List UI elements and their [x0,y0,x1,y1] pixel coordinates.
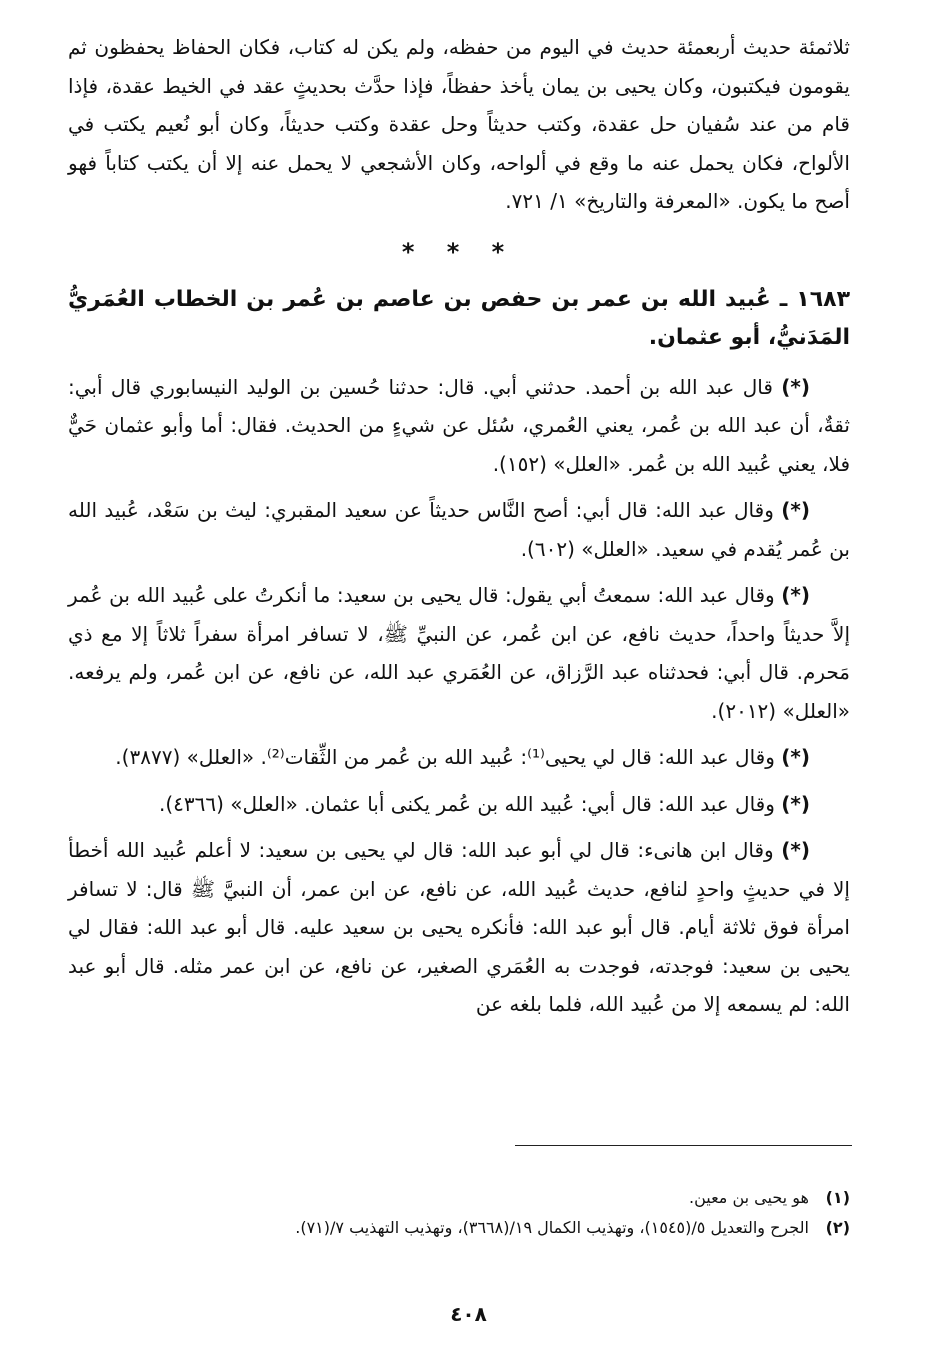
footnote-text: هو يحيى بن معين. [688,1188,809,1207]
narration-text: وقال عبد الله: قال لي يحيى⁽¹⁾: عُبيد الله بن عُمر من الثِّقات⁽²⁾. «العلل» (٣٨٧٧). [115,745,775,769]
footnote-text: الجرح والتعديل ٥/(١٥٤٥)، وتهذيب الكمال ١٩/(٣٦٦٨)، وتهذيب التهذيب ٧/(٧١). [295,1218,809,1237]
intro-paragraph: ثلاثمئة حديث أربعمئة حديث في اليوم من حفظه، ولم يكن له كتاب، فكان الحفاظ يحفظون ثم يقومون فيكتبون، وكان يحيى بن يمان يأخذ حفظاً، فإذا حدَّث بحديثٍ عقد في الخيط عقدة، فإذا قام من عند سُفيان حل عقدة، وكتب حديثاً وحل عقدة وكتب حديثاً، وكان أبو نُعيم يكتب في الألواح، فكان يحمل عنه ما وقع في ألواحه، وكان الأشجعي لا يحمل عنه إلا أن يكتب كتاباً فهو أصح ما يكون. «المعرفة والتاريخ» ١/ ٧٢١. [68,35,850,213]
page-body [68,28,850,1024]
narration-text: وقال عبد الله: قال أبي: عُبيد الله بن عُمر يكنى أبا عثمان. «العلل» (٤٣٦٦). [158,791,775,816]
narration-entry-4 [68,738,850,777]
narration-entry-5 [68,785,850,824]
asterisk-marker: (*) [781,791,810,816]
page-number: ٤٠٨ [450,1302,487,1326]
narration-entry-3 [68,576,850,730]
narration-text: وقال عبد الله: قال أبي: أصح النَّاس حديثاً عن سعيد المقبري: ليث بن سَعْد، عُبيد الله بن عُمر يُقدم في سعيد. «العلل» (٦٠٢). [68,498,850,561]
narration-entry-6 [68,831,850,1024]
narration-entry-2 [68,491,850,568]
footnote-separator [515,1145,852,1146]
narration-text: قال عبد الله بن أحمد. حدثني أبي. قال: حدثنا حُسين بن الوليد النيسابوري قال أبي: ثقةٌ، أن عبد الله بن عُمر، يعني العُمري، سُئل عن شيءٍ من الحديث. فقال: أما وأبو عثمان حَيٌّ فلا، يعني عُبيد الله بن عُمر. «العلل» (١٥٢). [68,374,850,476]
section-separator-stars: * * * [401,237,517,266]
footnotes [68,1183,850,1243]
asterisk-marker: (*) [781,838,810,862]
asterisk-marker: (*) [781,745,810,769]
asterisk-marker: (*) [781,374,810,399]
footnote-2 [68,1213,850,1243]
narration-text: وقال ابن هانىء: قال لي أبو عبد الله: قال لي يحيى بن سعيد: لا أعلم عُبيد الله أخطأ إلا في حديثٍ واحدٍ لنافع، حديث عُبيد الله، عن نافع، عن ابن عمر، أن النبيَّ ﷺ قال: لا تسافر امرأة فوق ثلاثة أيام. قال أبو عبد الله: فأنكره يحيى بن سعيد عليه. قال أبو عبد الله: فقال لي يحيى بن سعيد: فوجدته، فوجدت به العُمَري الصغير، عن نافع، عن ابن عمر مثله. قال أبو عبد الله: لم يسمعه إلا من عُبيد الله، فلما بلغه عن [68,838,850,1016]
footnote-number: (٢) [825,1218,850,1237]
narration-entry-1 [68,368,850,484]
asterisk-marker: (*) [781,498,810,522]
footnote-1 [68,1183,850,1213]
entry-heading: ١٦٨٣ ـ عُبيد الله بن عمر بن حفص بن عاصم بن عُمر بن الخطاب العُمَريُّ المَدَنيُّ، أبو عثمان. [68,286,850,350]
footnote-number: (١) [825,1188,850,1207]
narration-text: وقال عبد الله: سمعتُ أبي يقول: قال يحيى بن سعيد: ما أنكرتُ على عُبيد الله بن عُمر إلاَّ حديثاً واحداً، حديث نافع، عن ابن عُمر، عن النبيِّ ﷺ، لا تسافر امرأة سفراً ثلاثاً إلا مع ذي مَحرم. قال أبي: فحدثناه عبد الرَّزاق، عن العُمَري عبد الله، عن نافع، عن ابن عُمر، ولم يرفعه. «العلل» (٢٠١٢). [68,583,850,723]
asterisk-marker: (*) [781,583,810,607]
